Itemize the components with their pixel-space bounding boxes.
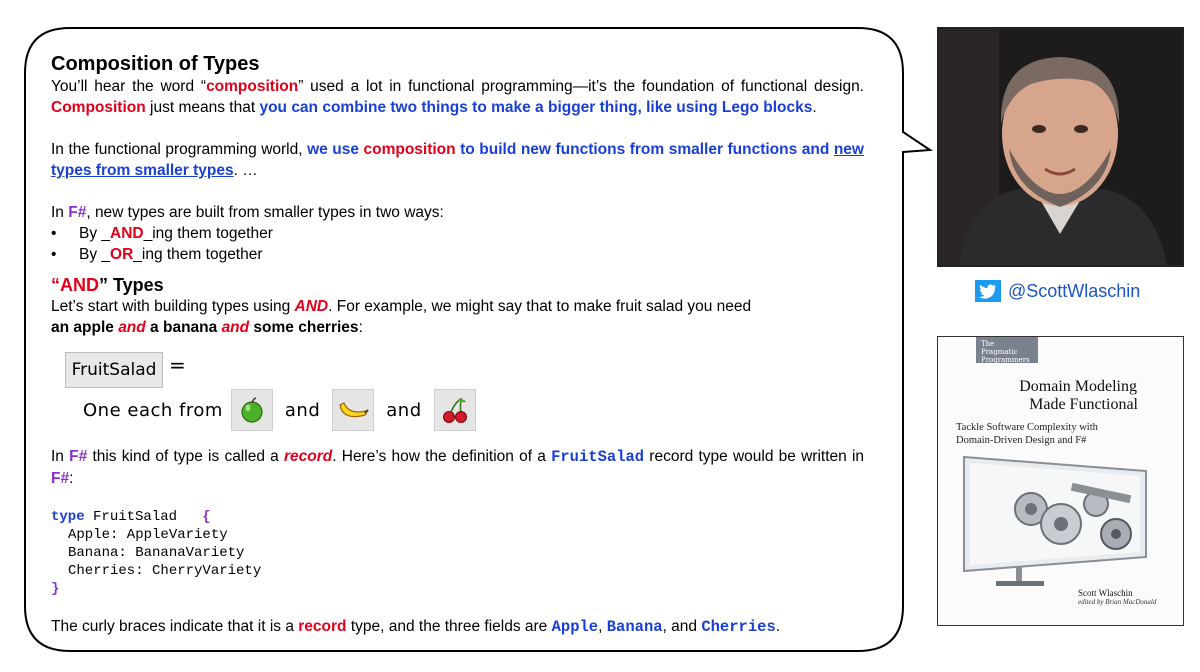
- bullet-or: • By _OR_ing them together: [51, 244, 864, 265]
- code-block: [51, 508, 864, 598]
- bullet-and: • By _AND_ing them together: [51, 223, 864, 244]
- gears-monitor-illustration: [956, 449, 1166, 589]
- book-title-line-1: Domain Modeling: [1019, 378, 1137, 395]
- cherries-icon: [434, 389, 476, 431]
- twitter-link[interactable]: [975, 280, 1140, 302]
- and-types-heading: “AND” Types: [51, 275, 164, 295]
- page-title: Composition of Types: [51, 53, 260, 75]
- record-paragraph: In F# this kind of type is called a record. Here’s how the definition of a FruitSalad record type would be written in F#:: [51, 448, 865, 487]
- book-editor: edited by Brian MacDonald: [1078, 598, 1157, 606]
- author-photo: [937, 27, 1184, 267]
- book-subtitle-line-2: Domain-Driven Design and F#: [956, 435, 1087, 446]
- fruit-row: [83, 388, 484, 432]
- book-subtitle-line-1: Tackle Software Complexity with: [956, 422, 1098, 433]
- code-line-header: type FruitSalad {: [51, 509, 211, 525]
- book-cover[interactable]: [937, 336, 1184, 626]
- book-title-line-2: Made Functional: [1029, 396, 1138, 413]
- fruit-salad-box: FruitSalad: [65, 352, 163, 388]
- and-paragraph-2: an apple and a banana and some cherries:: [51, 319, 363, 336]
- intro-paragraph-2: In the functional programming world, we use composition to build new functions from smaller functions and new types from smaller types. …: [51, 141, 864, 179]
- apple-icon: [231, 389, 273, 431]
- and-label-1: and: [284, 399, 321, 421]
- and-paragraph-1: Let’s start with building types using AND. For example, we might say that to make fruit salad you need: [51, 298, 752, 315]
- code-line-cherries: Cherries: CherryVariety: [68, 563, 262, 579]
- book-author: Scott Wlaschin: [1078, 588, 1133, 598]
- code-line-banana: Banana: BananaVariety: [68, 545, 245, 561]
- main-content: [51, 52, 864, 638]
- author-portrait-illustration: [939, 29, 1182, 265]
- fruit-salad-diagram: [65, 352, 864, 436]
- publisher-badge: The Pragmatic Programmers: [976, 337, 1038, 363]
- closing-paragraph: The curly braces indicate that it is a record type, and the three fields are Apple, Banana, and Cherries.: [51, 618, 781, 636]
- intro-paragraph-1: You’ll hear the word “composition” used a lot in functional programming—it’s the foundation of functional design. Composition just means that you can combine two things to make a bigger thing, like using Lego blocks.: [51, 78, 864, 116]
- and-label-2: and: [386, 399, 422, 421]
- code-line-apple: Apple: AppleVariety: [68, 527, 228, 543]
- intro-paragraph-3: In F#, new types are built from smaller types in two ways:: [51, 204, 444, 221]
- one-each-from-label: One each from: [83, 399, 223, 421]
- twitter-handle: @ScottWlaschin: [1008, 280, 1141, 301]
- banana-icon: [332, 389, 374, 431]
- twitter-icon: [975, 280, 1001, 302]
- equals-sign: =: [169, 353, 186, 377]
- code-line-close: }: [51, 581, 60, 597]
